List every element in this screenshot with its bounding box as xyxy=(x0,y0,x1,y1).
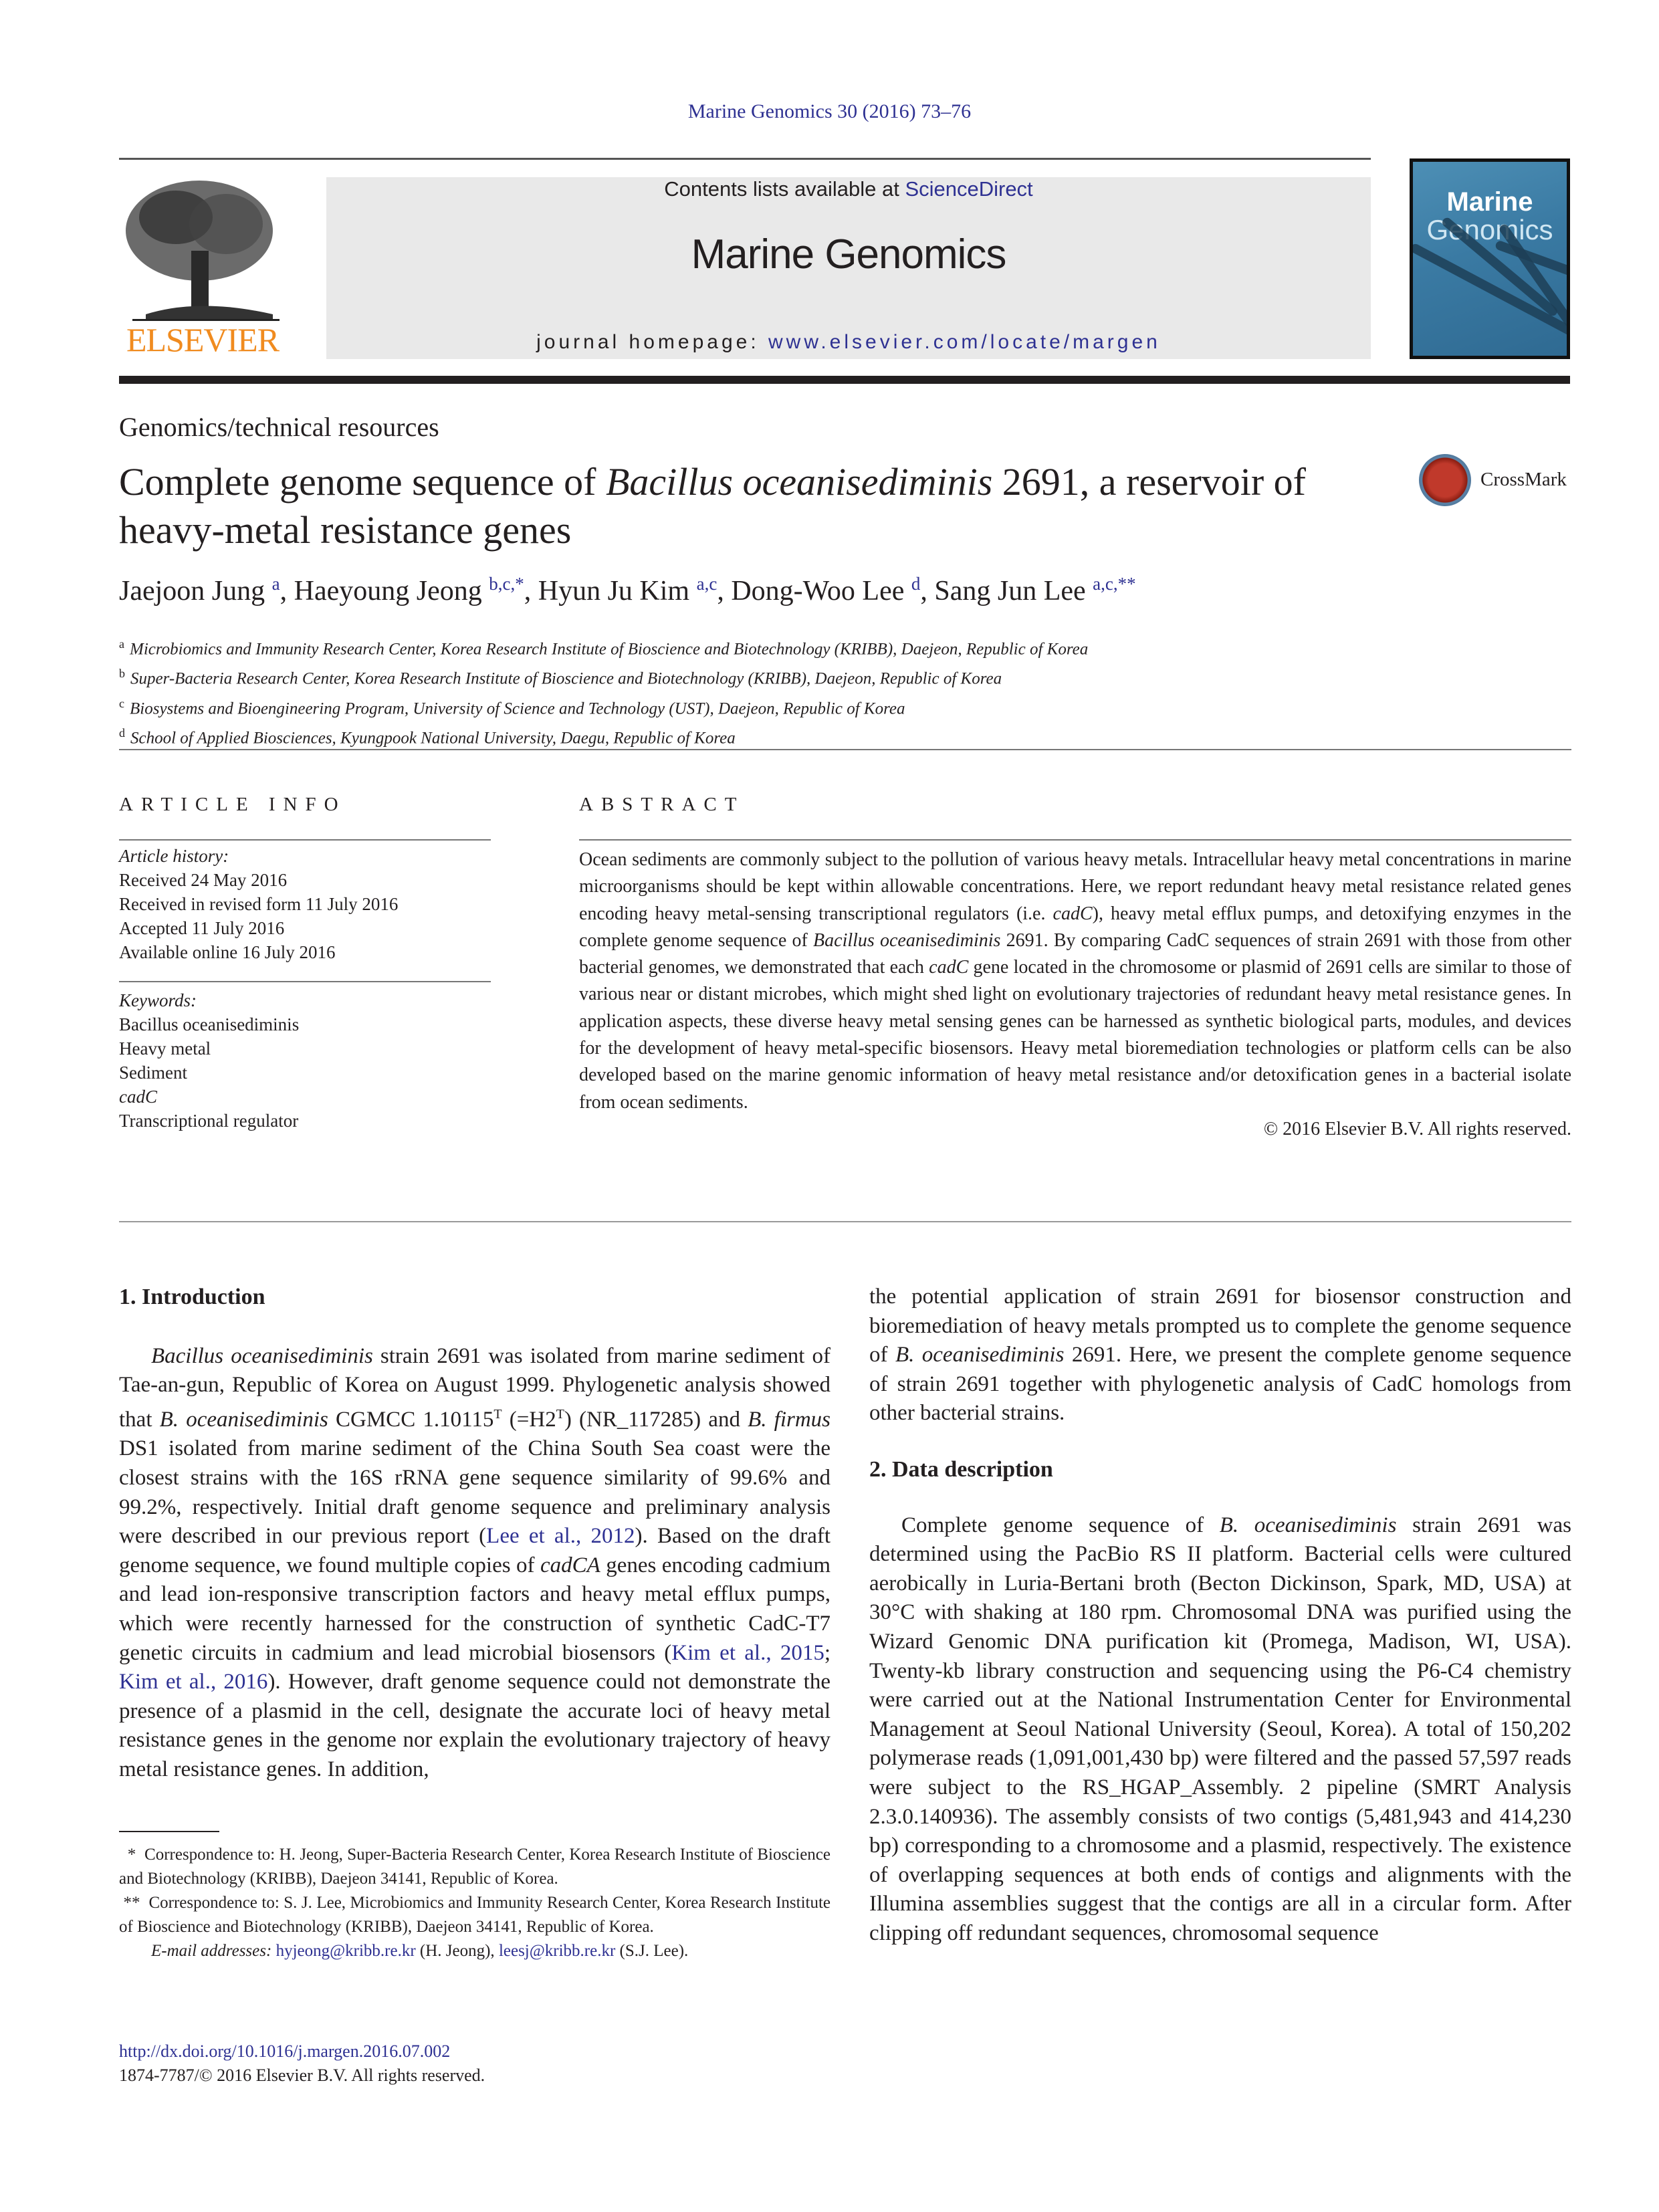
footnote-mark: ** xyxy=(123,1894,140,1912)
footnotes xyxy=(119,1843,831,1963)
elsevier-tree-icon xyxy=(119,177,286,324)
abstract-text: Ocean sediments are commonly subject to the pollution of various heavy metals. Intracellular heavy metal concentrations in marine microorganisms should be kept within allowable concentrations. Here, we report redundant heavy metal resistance related genes encoding heavy metal-sensing transcriptional regulators (i.e. cadC), heavy metal efflux pumps, and detoxifying enzymes in the complete genome sequence of Bacillus oceanisediminis 2691. By comparing CadC sequences of strain 2691 with those from other bacterial genomes, we demonstrated that each cadC gene located in the chromosome or plasmid of 2691 cells are similar to those of various near or distant microbes, which might shed light on evolutionary trajectories of redundant heavy metal resistance genes. In application aspects, these diverse heavy metal sensing genes can be harnessed as synthetic biological parts, modules, and devices for the development of heavy metal-specific biosensors. Heavy metal bioremediation technologies or platform cells can be also developed based on the marine genomic information of heavy metal resistance and/or detoxification genes in a bacterial isolate from ocean sediments. xyxy=(579,849,1572,1113)
body-text: ). However, draft genome sequence could not demonstrate the presence of a plasmid in the cell, designate the accurate loci of heavy metal resistance genes in the genome nor explain the evolutionary trajectory of heavy metal resistance genes. In addition, xyxy=(119,1670,831,1781)
footnote-text: Correspondence to: H. Jeong, Super-Bacteria Research Center, Korea Research Institute of Bioscience and Biotechnology (KRIBB), Daejeon 34141, Republic of Korea. xyxy=(119,1846,831,1888)
journal-cover-image[interactable] xyxy=(1410,158,1570,359)
affiliation-item xyxy=(119,691,1088,721)
author[interactable]: Sang Jun Lee xyxy=(934,576,1086,606)
body-right-column xyxy=(869,1283,1571,1948)
affiliation-text: Biosystems and Bioengineering Program, University of Science and Technology (UST), Daejeon, Republic of Korea xyxy=(130,699,905,717)
footnote-text: Correspondence to: S. J. Lee, Microbiomics and Immunity Research Center, Korea Research Institute of Bioscience and Biotechnology (KRIBB), Daejeon 34141, Republic of Korea. xyxy=(119,1894,831,1936)
email-owner: (H. Jeong), xyxy=(415,1942,499,1960)
divider xyxy=(119,1221,1571,1222)
crossmark-button[interactable] xyxy=(1416,451,1597,512)
title-species: Bacillus oceanisediminis xyxy=(605,460,993,504)
history-item: Accepted 11 July 2016 xyxy=(119,918,285,938)
intro-paragraph xyxy=(119,1342,831,1785)
species-name: Bacillus oceanisediminis xyxy=(151,1343,373,1368)
crossmark-icon xyxy=(1419,454,1471,506)
contents-prefix: Contents lists available at xyxy=(664,177,905,201)
author[interactable]: Jaejoon Jung xyxy=(119,576,265,606)
sciencedirect-link[interactable]: ScienceDirect xyxy=(905,177,1033,201)
keywords xyxy=(119,988,493,1133)
homepage-prefix: journal homepage: xyxy=(536,331,768,353)
species-name: B. oceanisediminis xyxy=(895,1343,1065,1367)
citation-link[interactable]: Kim et al., 2015 xyxy=(671,1640,824,1665)
author[interactable]: Hyun Ju Kim xyxy=(538,576,690,606)
divider xyxy=(119,981,491,982)
header-thick-bar xyxy=(119,376,1570,384)
footnote xyxy=(119,1843,831,1891)
title-text: Complete genome sequence of xyxy=(119,460,606,504)
species-name: B. oceanisediminis xyxy=(1219,1513,1397,1537)
body-text: Complete genome sequence of xyxy=(901,1513,1220,1537)
keyword: Bacillus oceanisediminis xyxy=(119,1014,300,1034)
divider xyxy=(579,839,1571,841)
history-item: Received 24 May 2016 xyxy=(119,870,288,890)
journal-homepage xyxy=(326,331,1371,354)
journal-citation-link[interactable]: Marine Genomics 30 (2016) 73–76 xyxy=(687,100,972,122)
intro-paragraph-continued xyxy=(869,1283,1571,1428)
affiliation-label: d xyxy=(119,726,125,740)
keyword: Heavy metal xyxy=(119,1038,211,1059)
abstract-copyright: © 2016 Elsevier B.V. All rights reserved. xyxy=(1263,1118,1571,1139)
affiliation-item xyxy=(119,632,1088,661)
body-text: ). Based on the draft genome sequence, we found multiple copies of xyxy=(119,1524,831,1577)
title-text: 2691, a reservoir of heavy-metal resistance genes xyxy=(119,460,1306,552)
history-item: Received in revised form 11 July 2016 xyxy=(119,894,399,914)
section-heading-introduction: 1. Introduction xyxy=(119,1285,265,1309)
species-name: B. oceanisediminis xyxy=(159,1407,328,1432)
elsevier-wordmark: ELSEVIER xyxy=(126,321,280,358)
header-rule xyxy=(119,158,1371,160)
body-text: the potential application of strain 2691 for biosensor construction and bioremediation of heavy metals prompted us to complete the genome sequence of xyxy=(869,1285,1571,1367)
body-text: ) (NR_117285) and xyxy=(564,1407,748,1432)
crossmark-label: CrossMark xyxy=(1480,469,1567,490)
contents-line xyxy=(326,177,1371,201)
divider xyxy=(119,749,1571,750)
affiliations xyxy=(119,632,1088,750)
footnote-mark: * xyxy=(127,1846,136,1864)
body-text: DS1 isolated from marine sediment of the China South Sea coast were the closest strains with the 16S rRNA gene sequence similarity of 99.6% and 99.2%, respectively. Initial draft genome sequence and preliminary analysis were described in our previous report ( xyxy=(119,1436,831,1549)
journal-title: Marine Genomics xyxy=(691,231,1006,278)
doi-block xyxy=(119,2039,485,2088)
issn-copyright: 1874-7787/© 2016 Elsevier B.V. All rights reserved. xyxy=(119,2066,485,2085)
section-heading-data-description: 2. Data description xyxy=(869,1456,1053,1482)
keyword: cadC xyxy=(119,1087,157,1107)
body-text: strain 2691 was isolated from marine sediment of Tae-an-gun, Republic of Korea on August 1999. Phylogenetic analysis showed that xyxy=(119,1343,831,1432)
footnote xyxy=(119,1891,831,1939)
article-section-type: Genomics/technical resources xyxy=(119,412,439,442)
author[interactable]: Haeyoung Jeong xyxy=(294,576,482,606)
data-paragraph xyxy=(869,1511,1571,1949)
body-text: (=H2 xyxy=(502,1407,556,1432)
gene-name: cadCA xyxy=(540,1553,600,1577)
article-title xyxy=(119,458,1376,554)
citation-link[interactable]: Kim et al., 2016 xyxy=(119,1670,268,1694)
superscript: T xyxy=(556,1406,564,1422)
body-text: genes encoding cadmium and lead ion-responsive transcription factors and heavy metal efflux pumps, which were recently harnessed for the construction of synthetic CadC-T7 genetic circuits in cadmium and lead microbial biosensors ( xyxy=(119,1553,831,1665)
email-link[interactable]: hyjeong@kribb.re.kr xyxy=(275,1942,416,1960)
species-name: B. firmus xyxy=(748,1407,831,1432)
author-affiliation-mark[interactable]: a,c,** xyxy=(1093,574,1136,594)
email-link[interactable]: leesj@kribb.re.kr xyxy=(498,1942,616,1960)
author-affiliation-mark[interactable]: a xyxy=(271,574,280,594)
author-affiliation-mark[interactable]: b,c,* xyxy=(489,574,524,594)
email-line xyxy=(119,1939,831,1963)
affiliation-item xyxy=(119,661,1088,691)
affiliation-label: b xyxy=(119,667,125,681)
author-affiliation-mark[interactable]: d xyxy=(911,574,921,594)
footnote-rule xyxy=(119,1831,219,1832)
keyword: Transcriptional regulator xyxy=(119,1111,299,1131)
divider xyxy=(119,839,491,841)
affiliation-label: a xyxy=(119,637,124,651)
cover-title-genomics: Genomics xyxy=(1426,214,1553,245)
cover-title-marine: Marine xyxy=(1446,187,1533,217)
affiliation-text: School of Applied Biosciences, Kyungpook National University, Daegu, Republic of Korea xyxy=(130,729,736,748)
keyword: Sediment xyxy=(119,1063,187,1083)
affiliation-text: Super-Bacteria Research Center, Korea Research Institute of Bioscience and Biotechnology (KRIBB), Daejeon, Republic of Korea xyxy=(130,669,1002,688)
affiliation-item xyxy=(119,721,1088,750)
author-affiliation-mark[interactable]: a,c xyxy=(696,574,717,594)
email-label: E-mail addresses: xyxy=(151,1942,276,1960)
keywords-label: Keywords: xyxy=(119,990,197,1010)
article-info-heading: ARTICLE INFO xyxy=(119,794,346,815)
article-history xyxy=(119,844,493,964)
email-owner: (S.J. Lee). xyxy=(615,1942,689,1960)
body-text: ; xyxy=(824,1640,831,1665)
author[interactable]: Dong-Woo Lee xyxy=(731,576,905,606)
author-list: Jaejoon Jung $^a$, Haeyoung Jeong $^{b,c,*}$, Hyun Ju Kim $^{a,c}$, Dong-Woo Lee $^d$, Sang Jun Lee $^{a,c,**}$ xyxy=(119,574,1136,606)
history-item: Available online 16 July 2016 xyxy=(119,942,336,962)
affiliation-label: c xyxy=(119,696,124,710)
body-text: strain 2691 was determined using the PacBio RS II platform. Bacterial cells were cultured aerobically in Luria-Bertani broth (Becton Dickinson, Spark, MD, USA) at 30°C with shaking at 180 rpm. Chromosomal DNA was purified using the Wizard Genomic DNA purification kit (Promega, Madison, WI, USA). Twenty-kb library construction and sequencing using the P6-C4 chemistry were carried out at the National Instrumentation Center for Environmental Management at Seoul National University (Seoul, Korea). A total of 150,202 polymerase reads (1,091,001,430 bp) were filtered and the passed 57,597 reads were subject to the RS_HGAP_Assembly. 2 pipeline (SMRT Analysis 2.3.0.140936). The assembly consists of two contigs (5,481,943 and 414,230 bp) corresponding to a chromosome and a plasmid, respectively. The existence of overlapping sequences at both ends of contigs and alignments with the Illumina assemblies suggest that the contigs are all in a circular form. After clipping off redundant sequences, chromosomal sequence xyxy=(869,1513,1571,1945)
body-left-column xyxy=(119,1283,831,1785)
history-label: Article history: xyxy=(119,846,229,866)
body-text: 2691. Here, we present the complete genome sequence of strain 2691 together with phylogenetic analysis of CadC homologs from other bacterial strains. xyxy=(869,1343,1571,1426)
abstract-heading: ABSTRACT xyxy=(579,794,745,815)
affiliation-text: Microbiomics and Immunity Research Center, Korea Research Institute of Bioscience and Biotechnology (KRIBB), Daejeon, Republic of Korea xyxy=(130,640,1089,659)
elsevier-logo[interactable] xyxy=(119,177,286,359)
body-text: CGMCC 1.10115 xyxy=(328,1407,494,1432)
abstract xyxy=(579,847,1571,1143)
citation-link[interactable]: Lee et al., 2012 xyxy=(486,1524,635,1549)
superscript: T xyxy=(493,1406,502,1422)
homepage-link[interactable]: www.elsevier.com/locate/margen xyxy=(768,331,1161,353)
doi-link[interactable]: http://dx.doi.org/10.1016/j.margen.2016.07.002 xyxy=(119,2041,451,2061)
